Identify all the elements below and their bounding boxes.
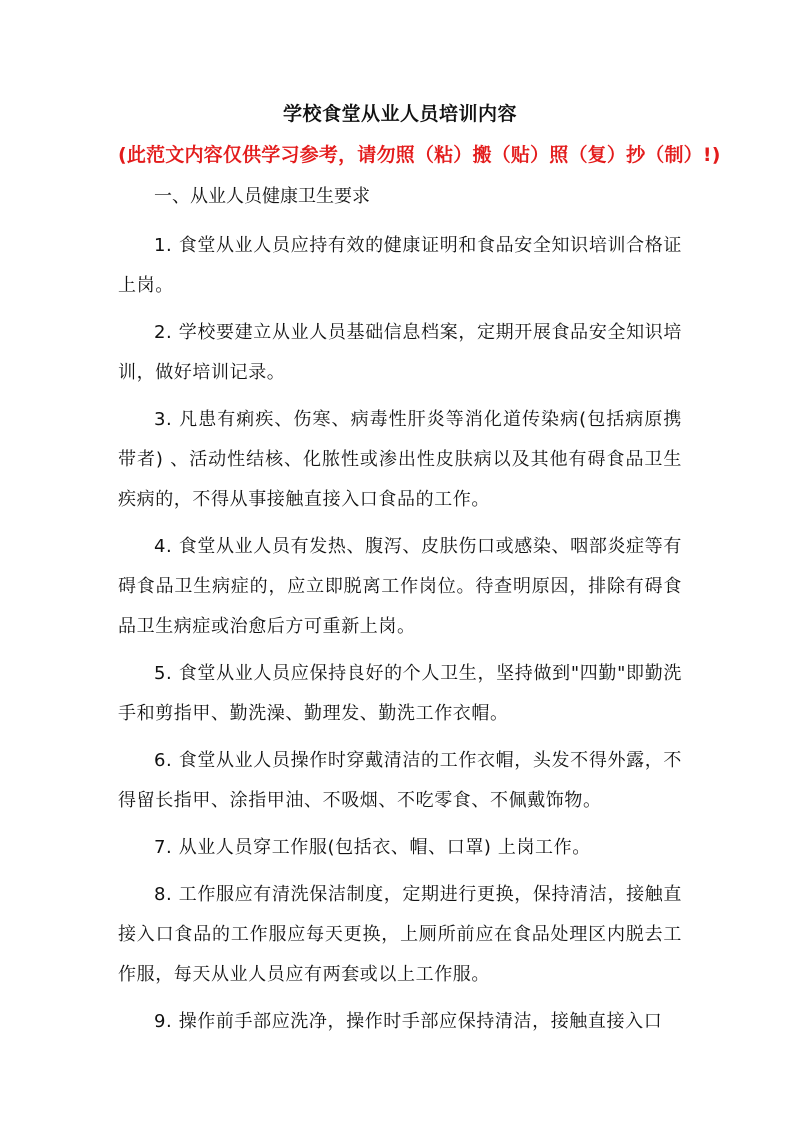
paragraph-1: 1. 食堂从业人员应持有效的健康证明和食品安全知识培训合格证上岗。 — [118, 235, 682, 296]
paragraph-2: 2. 学校要建立从业人员基础信息档案，定期开展食品安全知识培训，做好培训记录。 — [118, 322, 682, 383]
paragraph-9: 9. 操作前手部应洗净，操作时手部应保持清洁，接触直接入口 — [154, 1011, 663, 1032]
paragraph-6: 6. 食堂从业人员操作时穿戴清洁的工作衣帽，头发不得外露，不得留长指甲、涂指甲油、不吸烟、不吃零食、不佩戴饰物。 — [118, 750, 682, 811]
section-heading: 一、从业人员健康卫生要求 — [154, 186, 370, 207]
paragraph-7: 7. 从业人员穿工作服(包括衣、帽、口罩) 上岗工作。 — [154, 837, 591, 858]
paragraph-4: 4. 食堂从业人员有发热、腹泻、皮肤伤口或感染、咽部炎症等有碍食品卫生病症的，应立即脱离工作岗位。待查明原因，排除有碍食品卫生病症或治愈后方可重新上岗。 — [118, 536, 682, 637]
copy-notice: (此范文内容仅供学习参考，请勿照（粘）搬（贴）照（复）抄（制）!) — [118, 144, 721, 166]
document-title: 学校食堂从业人员培训内容 — [282, 103, 517, 125]
paragraph-3: 3. 凡患有痢疾、伤寒、病毒性肝炎等消化道传染病(包括病原携带者) 、活动性结核、化脓性或渗出性皮肤病以及其他有碍食品卫生疾病的，不得从事接触直接入口食品的工作。 — [118, 409, 682, 510]
paragraph-5: 5. 食堂从业人员应保持良好的个人卫生，坚持做到"四勤"即勤洗手和剪指甲、勤洗澡、勤理发、勤洗工作衣帽。 — [118, 663, 682, 724]
paragraph-8: 8. 工作服应有清洗保洁制度，定期进行更换，保持清洁，接触直接入口食品的工作服应每天更换，上厕所前应在食品处理区内脱去工作服，每天从业人员应有两套或以上工作服。 — [118, 884, 682, 985]
